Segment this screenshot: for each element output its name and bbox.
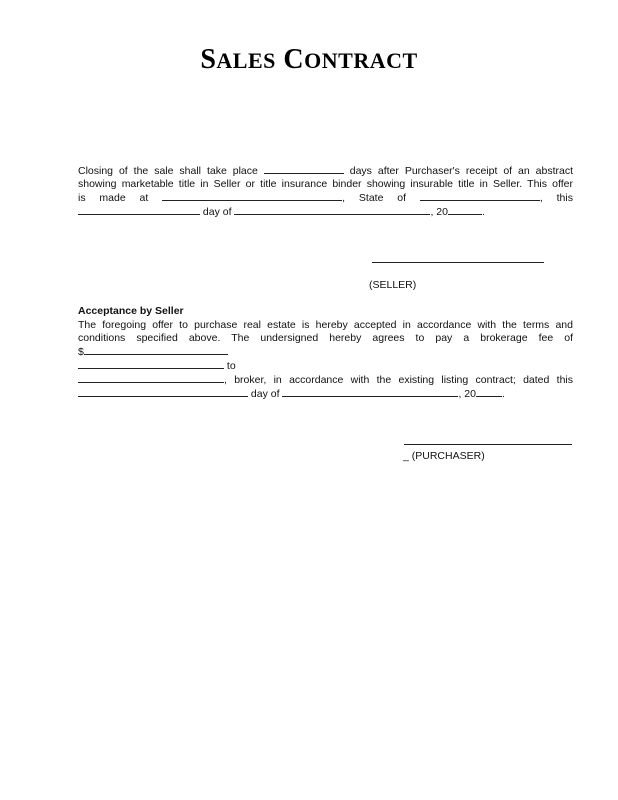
acceptance-paragraph: [78, 319, 573, 401]
purchaser-signature-line[interactable]: [404, 444, 572, 445]
closing-paragraph: [78, 164, 573, 219]
purchaser-underscore: _: [403, 450, 409, 462]
closing-line-2: showing marketable title in Seller or title insurance binder showing insurable title in Seller. This offer: [78, 178, 573, 190]
title-initial: S: [200, 44, 217, 75]
acceptance-line-6: day of , 20 .: [78, 387, 573, 401]
acceptance-line-5: , broker, in accordance with the existing listing contract; dated this: [78, 373, 573, 387]
state-blank[interactable]: [420, 191, 540, 201]
acceptance-year-blank[interactable]: [476, 387, 502, 397]
closing-line-3: is made at , State of , this: [78, 192, 573, 204]
acceptance-day-blank[interactable]: [78, 387, 248, 397]
seller-label: (SELLER): [369, 279, 417, 291]
purchaser-label: (PURCHASER): [411, 450, 485, 462]
year-blank[interactable]: [448, 205, 482, 215]
month-blank[interactable]: [234, 205, 430, 215]
title-word: ALES: [216, 48, 276, 73]
acceptance-line-3: $: [78, 345, 573, 359]
broker-blank[interactable]: [78, 373, 224, 383]
payee-blank[interactable]: [78, 359, 224, 369]
closing-line-1: Closing of the sale shall take place days after Purchaser's receipt of an abstract: [78, 165, 574, 177]
title-word: ONTRACT: [304, 48, 418, 73]
place-blank[interactable]: [162, 191, 342, 201]
acceptance-line-4: to: [78, 359, 573, 373]
day-number-blank[interactable]: [78, 205, 200, 215]
fee-amount-blank[interactable]: [84, 345, 228, 355]
acceptance-heading: Acceptance by Seller: [78, 305, 184, 317]
acceptance-line-1: The foregoing offer to purchase real estate is hereby accepted in accordance with the terms and: [78, 319, 573, 331]
seller-signature-line[interactable]: [372, 262, 544, 263]
acceptance-month-blank[interactable]: [282, 387, 458, 397]
days-blank[interactable]: [264, 164, 344, 174]
document-title: [0, 44, 618, 76]
title-initial: C: [283, 44, 305, 75]
purchaser-label-row: [403, 450, 485, 462]
closing-line-4: day of , 20 .: [78, 205, 573, 219]
acceptance-line-2: conditions specified above. The undersigned hereby agrees to pay a brokerage fee of: [78, 332, 573, 344]
